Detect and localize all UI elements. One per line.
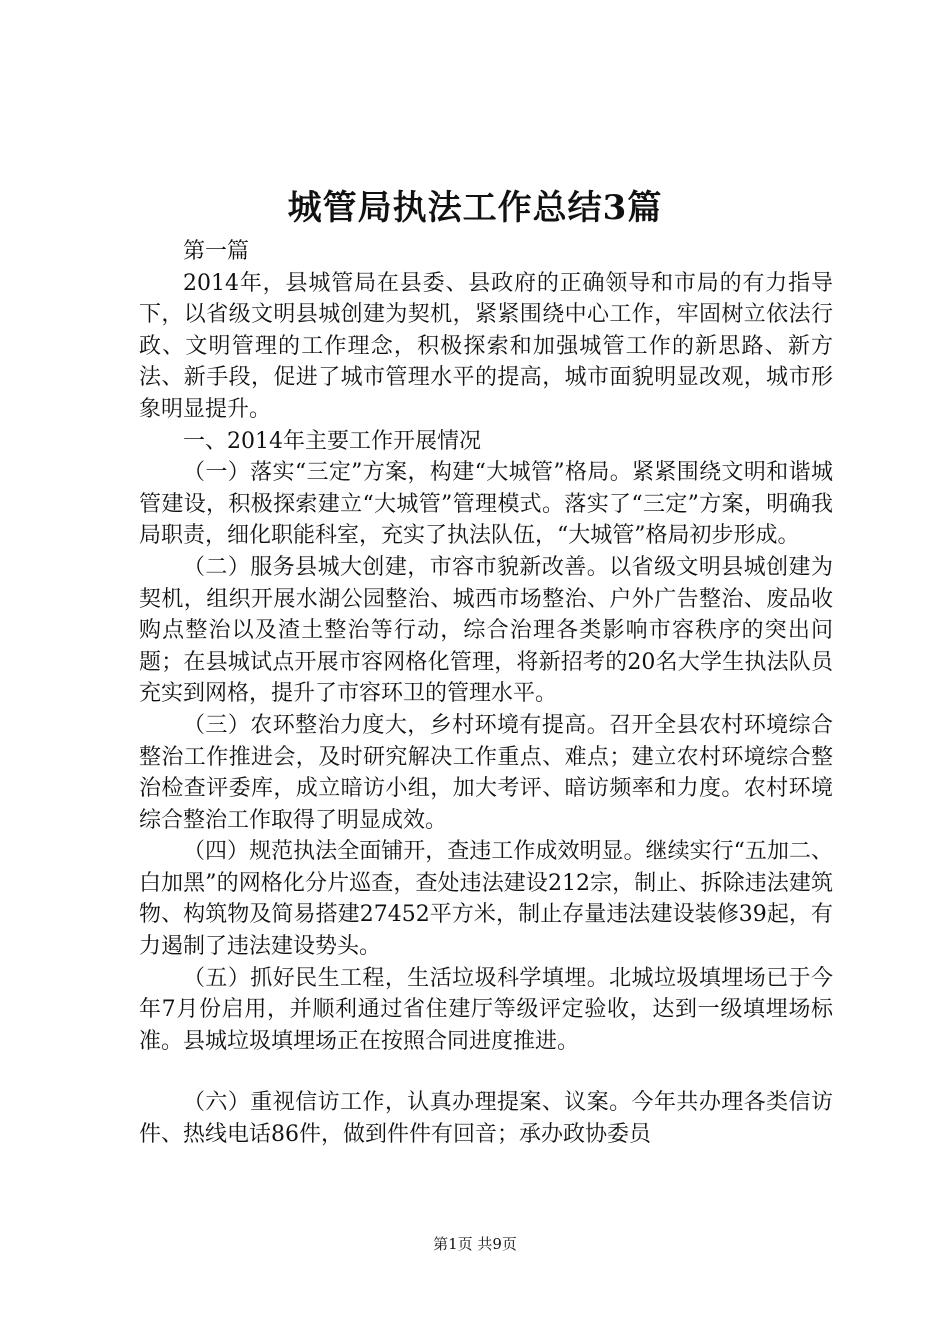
page-footer: 第1页 共9页 bbox=[433, 1235, 517, 1253]
item-paragraph-5: （五）抓好民生工程，生活垃圾科学填埋。北城垃圾填埋场已于今年7月份启用，并顺利通过省住建厅等级评定验收，达到一级填埋场标准。县城垃圾填埋场正在按照合同进度推进。 bbox=[139, 965, 833, 1054]
intro-paragraph: 2014年，县城管局在县委、县政府的正确领导和市局的有力指导下，以省级文明县城创建为契机，紧紧围绕中心工作，牢固树立依法行政、文明管理的工作理念，积极探索和加强城管工作的新思路、新方法、新手段，促进了城市管理水平的提高，城市面貌明显改观，城市形象明显提升。 bbox=[139, 270, 833, 422]
item-paragraph-6: （六）重视信访工作，认真办理提案、议案。今年共办理各类信访件、热线电话86件，做到件件有回音；承办政协委员 bbox=[139, 1090, 833, 1148]
document-body bbox=[139, 236, 833, 1151]
document-title: 城管局执法工作总结3篇 bbox=[287, 188, 663, 228]
section-label: 第一篇 bbox=[183, 239, 250, 264]
section-heading: 一、2014年主要工作开展情况 bbox=[183, 428, 481, 454]
item-paragraph-4: （四）规范执法全面铺开，查违工作成效明显。继续实行“五加二、白加黑”的网格化分片巡查，查处违法建设212宗，制止、拆除违法建筑物、构筑物及简易搭建27452平方米，制止存量违法建设装修39起，有力遏制了违法建设势头。 bbox=[139, 839, 833, 960]
item-paragraph-3: （三）农环整治力度大，乡村环境有提高。召开全县农村环境综合整治工作推进会，及时研究解决工作重点、难点；建立农村环境综合整治检查评委库，成立暗访小组，加大考评、暗访频率和力度。农村环境综合整治工作取得了明显成效。 bbox=[139, 712, 833, 833]
item-paragraph-1: （一）落实“三定”方案，构建“大城管”格局。紧紧围绕文明和谐城管建设，积极探索建立“大城管”管理模式。落实了“三定”方案，明确我局职责，细化职能科室，充实了执法队伍，“大城管”格局初步形成。 bbox=[139, 460, 833, 549]
item-paragraph-2: （二）服务县城大创建，市容市貌新改善。以省级文明县城创建为契机，组织开展水湖公园整治、城西市场整治、户外广告整治、废品收购点整治以及渣土整治等行动，综合治理各类影响市容秩序的突出问题；在县城试点开展市容网格化管理，将新招考的20名大学生执法队员充实到网格，提升了市容环卫的管理水平。 bbox=[139, 554, 833, 707]
